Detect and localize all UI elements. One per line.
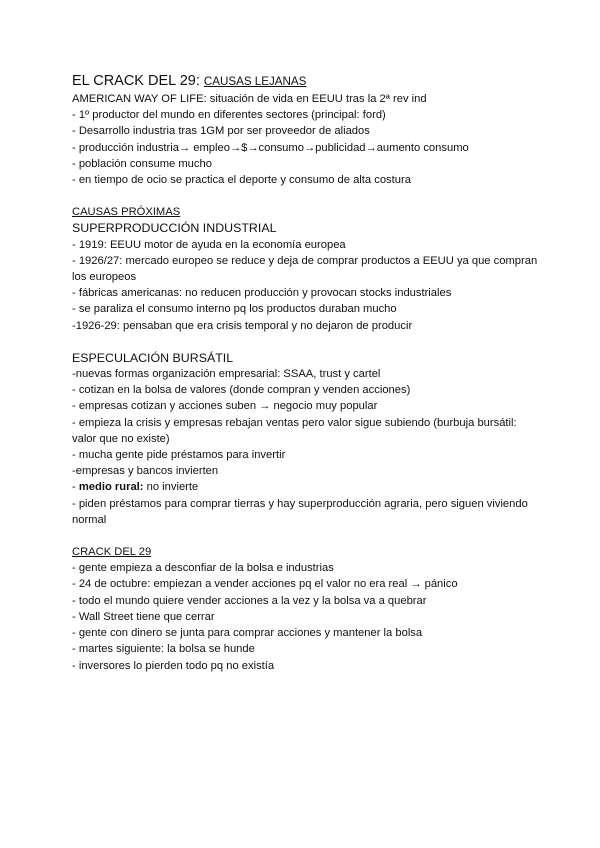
list-item: - en tiempo de ocio se practica el deporte y consumo de alta costura	[72, 174, 411, 187]
list-item: - gente empieza a desconfiar de la bolsa e industrias	[72, 562, 334, 575]
title-subtitle: CAUSAS LEJANAS	[203, 75, 307, 88]
list-item: -nuevas formas organización empresarial: SSAA, trust y cartel	[72, 368, 381, 381]
list-item: - empresas cotizan y acciones suben → negocio muy popular	[72, 400, 378, 413]
list-item: - Wall Street tiene que cerrar	[72, 610, 215, 623]
list-item: - piden préstamos para comprar tierras y hay superproducción agraria, pero siguen viviendo normal	[72, 497, 528, 526]
section-gap	[72, 188, 542, 204]
section-gap	[72, 334, 542, 350]
rural-bold-label: medio rural:	[78, 481, 144, 494]
list-item: - mucha gente pide préstamos para invertir	[72, 449, 286, 462]
list-item: - población consume mucho	[72, 157, 212, 170]
section-heading-causas-proximas: CAUSAS PRÓXIMAS	[72, 206, 181, 219]
list-item: - fábricas americanas: no reducen producción y provocan stocks industriales	[72, 287, 452, 300]
list-item: - empieza la crisis y empresas rebajan ventas pero valor sigue subiendo (burbuja bursátil: valor que no existe)	[72, 416, 517, 445]
subheading-especulacion: ESPECULACIÓN BURSÁTIL	[72, 350, 234, 365]
list-item: - 24 de octubre: empiezan a vender acciones pq el valor no era real → pánico	[72, 578, 458, 591]
list-item: - se paraliza el consumo interno pq los productos duraban mucho	[72, 303, 397, 316]
list-item: - inversores lo pierden todo pq no existía	[72, 659, 275, 672]
list-item-medio-rural	[72, 479, 542, 495]
list-item: - Desarrollo industria tras 1GM por ser proveedor de aliados	[72, 125, 370, 138]
list-item: - producción industria→ empleo→$→consumo→publicidad→aumento consumo	[72, 141, 469, 154]
list-item: -empresas y bancos invierten	[72, 465, 219, 478]
rural-prefix: -	[72, 481, 79, 494]
document-title	[72, 72, 542, 91]
list-item: - gente con dinero se junta para comprar acciones y mantener la bolsa	[72, 627, 423, 640]
subheading-superproduccion: SUPERPRODUCCIÓN INDUSTRIAL	[72, 221, 277, 236]
rural-rest: no invierte	[143, 481, 199, 494]
list-item: - cotizan en la bolsa de valores (donde compran y venden acciones)	[72, 384, 411, 397]
section-heading-crack: CRACK DEL 29	[72, 546, 152, 559]
document-page	[72, 72, 542, 674]
title-main: EL CRACK DEL 29:	[72, 73, 204, 89]
american-way-intro: AMERICAN WAY OF LIFE: situación de vida en EEUU tras la 2ª rev ind	[72, 93, 427, 105]
list-item: - todo el mundo quiere vender acciones a la vez y la bolsa va a quebrar	[72, 594, 427, 607]
list-item: -1926-29: pensaban que era crisis temporal y no dejaron de producir	[72, 319, 413, 332]
list-item: - 1º productor del mundo en diferentes sectores (principal: ford)	[72, 109, 386, 122]
list-item: - martes siguiente: la bolsa se hunde	[72, 643, 255, 656]
section-gap	[72, 528, 542, 544]
list-item: - 1919: EEUU motor de ayuda en la economía europea	[72, 238, 346, 251]
list-item: - 1926/27: mercado europeo se reduce y deja de comprar productos a EEUU ya que compran los europeos	[72, 254, 538, 284]
